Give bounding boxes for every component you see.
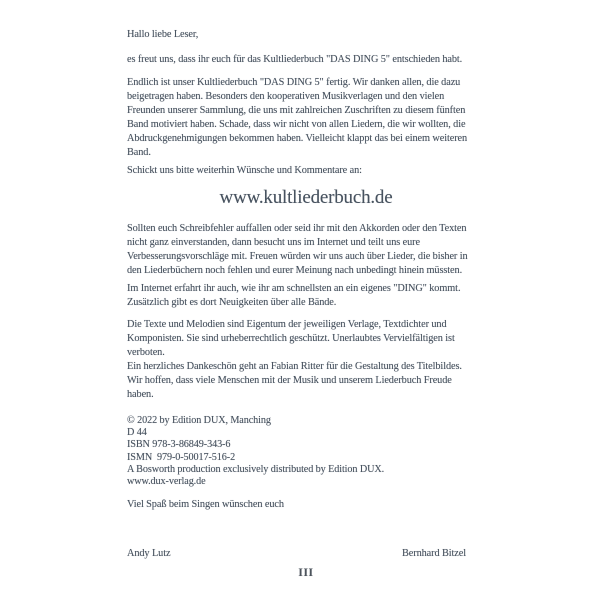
page-content xyxy=(127,28,485,580)
internet-info-paragraph-line: Im Internet erfahrt ihr auch, wie ihr am schnellsten an ein eigenes "DING" kommt. xyxy=(127,283,461,294)
feedback-paragraph-line: nicht ganz einverstanden, dann besucht uns im Internet und teilt uns eure xyxy=(127,237,420,248)
imprint-block-line: A Bosworth production exclusively distributed by Edition DUX. xyxy=(127,463,385,475)
closing-wish-line xyxy=(127,498,485,512)
intro-paragraph-line: Band. xyxy=(127,147,151,158)
imprint-block-line: www.dux-verlag.de xyxy=(127,476,206,488)
imprint-block-line: ISMN 979-0-50017-516-2 xyxy=(127,451,236,463)
signature-right: Bernhard Bitzel xyxy=(402,548,466,560)
intro-paragraph-line: Band motiviert haben. Schade, dass wir nicht von allen Liedern, die wir wollten, die xyxy=(127,119,466,130)
signatures-row xyxy=(127,547,485,561)
copyright-notice-paragraph-line: verboten. xyxy=(127,347,165,358)
imprint-block-line: © 2022 by Edition DUX, Manching xyxy=(127,415,271,426)
copyright-notice-paragraph-line: Ein herzliches Dankeschön geht an Fabian Ritter für die Gestaltung des Titelbildes. xyxy=(127,361,462,372)
internet-info-paragraph-line: Zusätzlich gibt es dort Neuigkeiten über alle Bände. xyxy=(127,297,337,308)
intro-paragraph xyxy=(127,76,485,160)
internet-info-paragraph xyxy=(127,282,485,310)
page-number: III xyxy=(298,567,314,580)
send-wishes-line-line: Schickt uns bitte weiterhin Wünsche und Kommentare an: xyxy=(127,165,362,176)
thanks-for-choosing xyxy=(127,53,485,67)
greeting-line: Hallo liebe Leser, xyxy=(127,29,199,40)
website-banner: www.kultliederbuch.de xyxy=(219,187,393,208)
intro-paragraph-line: Endlich ist unser Kultliederbuch "DAS DING 5" fertig. Wir danken allen, die dazu xyxy=(127,77,461,88)
feedback-paragraph xyxy=(127,222,485,278)
send-wishes-line xyxy=(127,164,485,178)
closing-wish-line-line: Viel Spaß beim Singen wünschen euch xyxy=(127,499,284,511)
feedback-paragraph-line: den Liederbüchern noch fehlen und eurer Meinung nach unbedingt hinein müssten. xyxy=(127,265,463,276)
intro-paragraph-line: beigetragen haben. Besonders den kooperativen Musikverlagen und den vielen xyxy=(127,91,445,102)
intro-paragraph-line: Abdruckgenehmigungen bekommen haben. Vielleicht klappt das bei einem weiteren xyxy=(127,133,468,144)
copyright-notice-paragraph-line: Komponisten. Sie sind urheberrechtlich geschützt. Unerlaubtes Vervielfältigen ist xyxy=(127,333,455,344)
copyright-notice-paragraph xyxy=(127,318,485,402)
signature-left: Andy Lutz xyxy=(127,548,171,560)
feedback-paragraph-line: Verbesserungsvorschläge mit. Freuen würden wir uns auch über Lieder, die bisher in xyxy=(127,251,468,262)
copyright-notice-paragraph-line: Die Texte und Melodien sind Eigentum der jeweiligen Verlage, Textdichter und xyxy=(127,319,447,330)
intro-paragraph-line: Freunden unserer Sammlung, die uns mit zahlreichen Zuschriften zu diesem fünften xyxy=(127,105,466,116)
thanks-for-choosing-line: es freut uns, dass ihr euch für das Kultliederbuch "DAS DING 5" entschieden habt. xyxy=(127,54,463,65)
imprint-block xyxy=(127,415,485,488)
greeting xyxy=(127,28,485,42)
copyright-notice-paragraph-line: Wir hoffen, dass viele Menschen mit der Musik und unserem Liederbuch Freude xyxy=(127,375,452,386)
copyright-notice-paragraph-line: haben. xyxy=(127,389,154,400)
imprint-block-line: D 44 xyxy=(127,427,147,439)
imprint-block-line: ISBN 978-3-86849-343-6 xyxy=(127,439,231,451)
feedback-paragraph-line: Sollten euch Schreibfehler auffallen oder seid ihr mit den Akkorden oder den Texten xyxy=(127,223,467,234)
